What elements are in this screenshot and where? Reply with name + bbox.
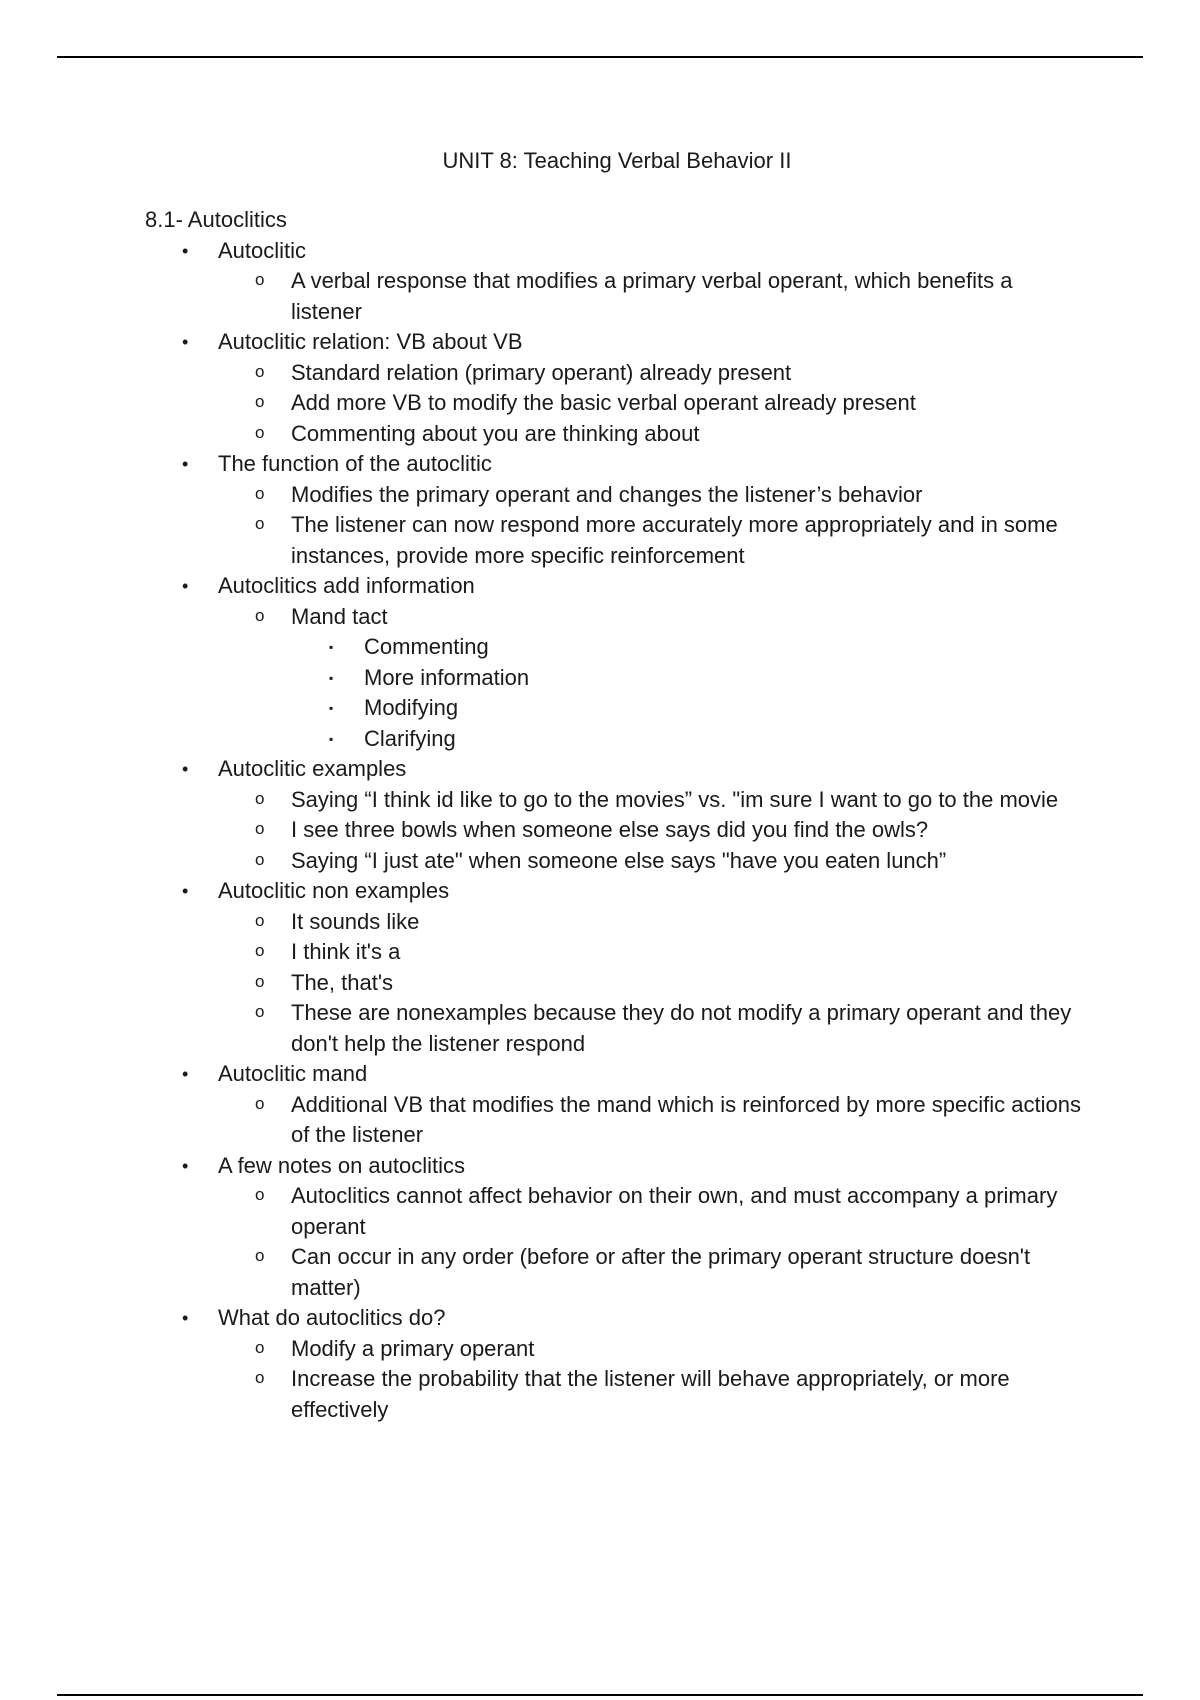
outline-item-level1 bbox=[145, 1151, 1085, 1304]
outline-item-level1 bbox=[145, 1059, 1085, 1151]
outline-item-text: Add more VB to modify the basic verbal operant already present bbox=[291, 390, 916, 415]
outline-item-text: Standard relation (primary operant) already present bbox=[291, 359, 792, 385]
bullet-marker: ▪ bbox=[329, 701, 334, 715]
outline-item-text: Autoclitic relation: VB about VB bbox=[218, 329, 523, 354]
outline-item-text: Mand tact bbox=[291, 603, 388, 629]
bullet-marker: • bbox=[182, 332, 189, 352]
outline-item-text: Saying “I just ate" when someone else says "have you eaten lunch” bbox=[291, 847, 947, 873]
bullet-marker: • bbox=[182, 1064, 189, 1084]
outline-item-level2 bbox=[218, 846, 1085, 877]
outline-item-level1 bbox=[145, 876, 1085, 1059]
outline-item-level2 bbox=[218, 785, 1085, 816]
outline-item-level3 bbox=[291, 693, 1085, 724]
bullet-marker: o bbox=[255, 514, 265, 533]
bullet-marker: o bbox=[255, 941, 265, 960]
outline-item-level2 bbox=[218, 815, 1085, 846]
outline-item-level1 bbox=[145, 1303, 1085, 1425]
bullet-marker: o bbox=[255, 819, 265, 838]
sub-list bbox=[218, 266, 1085, 327]
outline-item-text: Modifies the primary operant and changes the listener’s behavior bbox=[291, 481, 923, 507]
outline-item-text: More information bbox=[364, 664, 530, 690]
outline-item-level2 bbox=[218, 968, 1085, 999]
outline-item-text: Additional VB that modifies the mand which is reinforced by more specific actions of the listener bbox=[291, 1091, 1081, 1147]
outline-item-text: Autoclitic bbox=[218, 237, 307, 263]
outline-item-level2 bbox=[218, 1090, 1085, 1151]
bullet-marker: o bbox=[255, 392, 265, 411]
bullet-marker: o bbox=[255, 270, 265, 289]
outline-item-text: What do autoclitics do? bbox=[218, 1305, 446, 1330]
outline-item-level2 bbox=[218, 1364, 1085, 1425]
outline-item-text: The listener can now respond more accurately more appropriately and in some instances, provide more specific reinforcement bbox=[291, 512, 1058, 568]
bullet-marker: o bbox=[255, 910, 265, 930]
outline-item-level2 bbox=[218, 907, 1085, 938]
outline-item-text: Can occur in any order (before or after the primary operant structure doesn't matter) bbox=[291, 1244, 1031, 1300]
outline-item-level2 bbox=[218, 1242, 1085, 1303]
outline-item-level2 bbox=[218, 510, 1085, 571]
outline-item-level1 bbox=[145, 236, 1085, 328]
outline-item-text: These are nonexamples because they do not modify a primary operant and they don't help the listener respond bbox=[291, 1000, 1072, 1056]
sub-list bbox=[218, 358, 1085, 450]
bullet-marker: o bbox=[255, 1337, 265, 1357]
outline-item-level2 bbox=[218, 388, 1085, 419]
outline-item-level1 bbox=[145, 449, 1085, 571]
outline-item-level1 bbox=[145, 571, 1085, 754]
outline-item-text: Autoclitic mand bbox=[218, 1061, 368, 1086]
bullet-marker: • bbox=[182, 1155, 189, 1176]
outline-item-level3 bbox=[291, 632, 1085, 663]
sub-list bbox=[218, 1090, 1085, 1151]
outline-item-text: Autoclitics add information bbox=[218, 573, 475, 598]
outline-item-level3 bbox=[291, 663, 1085, 694]
bullet-marker: • bbox=[182, 759, 189, 779]
document-body bbox=[145, 205, 1085, 1425]
outline-item-text: A verbal response that modifies a primary verbal operant, which benefits a listener bbox=[291, 268, 1013, 324]
bullet-marker: o bbox=[255, 788, 265, 808]
outline-item-text: Clarifying bbox=[364, 725, 456, 751]
sub-list bbox=[291, 632, 1085, 754]
sub-list bbox=[218, 480, 1085, 572]
bullet-marker: • bbox=[182, 454, 189, 474]
outline-item-text: A few notes on autoclitics bbox=[218, 1152, 466, 1178]
sub-list bbox=[218, 1334, 1085, 1426]
outline-item-text: The, that's bbox=[291, 969, 394, 995]
bullet-marker: o bbox=[255, 422, 265, 442]
outline-item-level2 bbox=[218, 1334, 1085, 1365]
outline-item-level2 bbox=[218, 998, 1085, 1059]
bullet-marker: o bbox=[255, 605, 265, 625]
outline-item-level3 bbox=[291, 724, 1085, 755]
outline-item-text: Saying “I think id like to go to the movies” vs. "im sure I want to go to the movie bbox=[291, 786, 1059, 812]
bullet-marker: o bbox=[255, 1002, 265, 1021]
bullet-marker: • bbox=[182, 240, 189, 261]
outline-item-level1 bbox=[145, 327, 1085, 449]
outline-item-text: Increase the probability that the listener will behave appropriately, or more effectively bbox=[291, 1366, 1010, 1422]
outline-item-text: Modifying bbox=[364, 695, 459, 720]
bullet-marker: o bbox=[255, 483, 265, 503]
bullet-marker: • bbox=[182, 1308, 189, 1328]
outline-item-level2 bbox=[218, 480, 1085, 511]
bullet-marker: ▪ bbox=[329, 670, 334, 685]
outline-item-level2 bbox=[218, 602, 1085, 755]
bullet-marker: o bbox=[255, 1246, 265, 1265]
top-rule bbox=[57, 56, 1143, 58]
outline-item-text: Modify a primary operant bbox=[291, 1335, 535, 1361]
bullet-marker: ▪ bbox=[329, 731, 334, 746]
bullet-marker: o bbox=[255, 971, 265, 991]
bullet-marker: o bbox=[255, 361, 265, 381]
bullet-marker: ▪ bbox=[329, 640, 334, 654]
bullet-marker: o bbox=[255, 1368, 265, 1387]
bullet-marker: o bbox=[255, 1185, 265, 1204]
section-heading: 8.1- Autoclitics bbox=[145, 207, 287, 232]
page-title: UNIT 8: Teaching Verbal Behavior II bbox=[442, 148, 792, 173]
outline-item-text: Autoclitic examples bbox=[218, 756, 407, 781]
outline-item-text: Commenting bbox=[364, 634, 489, 659]
outline-item-text: Autoclitic non examples bbox=[218, 878, 450, 903]
sub-list bbox=[218, 602, 1085, 755]
outline-item-level1 bbox=[145, 754, 1085, 876]
outline-list bbox=[145, 236, 1085, 1426]
outline-item-level2 bbox=[218, 266, 1085, 327]
bullet-marker: o bbox=[255, 849, 265, 869]
sub-list bbox=[218, 1181, 1085, 1303]
outline-item-level2 bbox=[218, 1181, 1085, 1242]
outline-item-text: The function of the autoclitic bbox=[218, 451, 492, 476]
bottom-rule bbox=[57, 1694, 1143, 1696]
sub-list bbox=[218, 907, 1085, 1060]
outline-item-level2 bbox=[218, 937, 1085, 968]
outline-item-text: I think it's a bbox=[291, 939, 401, 964]
bullet-marker: o bbox=[255, 1093, 265, 1113]
outline-item-level2 bbox=[218, 419, 1085, 450]
bullet-marker: • bbox=[182, 576, 189, 596]
sub-list bbox=[218, 785, 1085, 877]
outline-item-text: It sounds like bbox=[291, 908, 420, 934]
outline-item-level2 bbox=[218, 358, 1085, 389]
bullet-marker: • bbox=[182, 881, 189, 901]
outline-item-text: I see three bowls when someone else says did you find the owls? bbox=[291, 817, 929, 842]
outline-item-text: Commenting about you are thinking about bbox=[291, 420, 700, 446]
outline-item-text: Autoclitics cannot affect behavior on their own, and must accompany a primary operant bbox=[291, 1183, 1058, 1239]
